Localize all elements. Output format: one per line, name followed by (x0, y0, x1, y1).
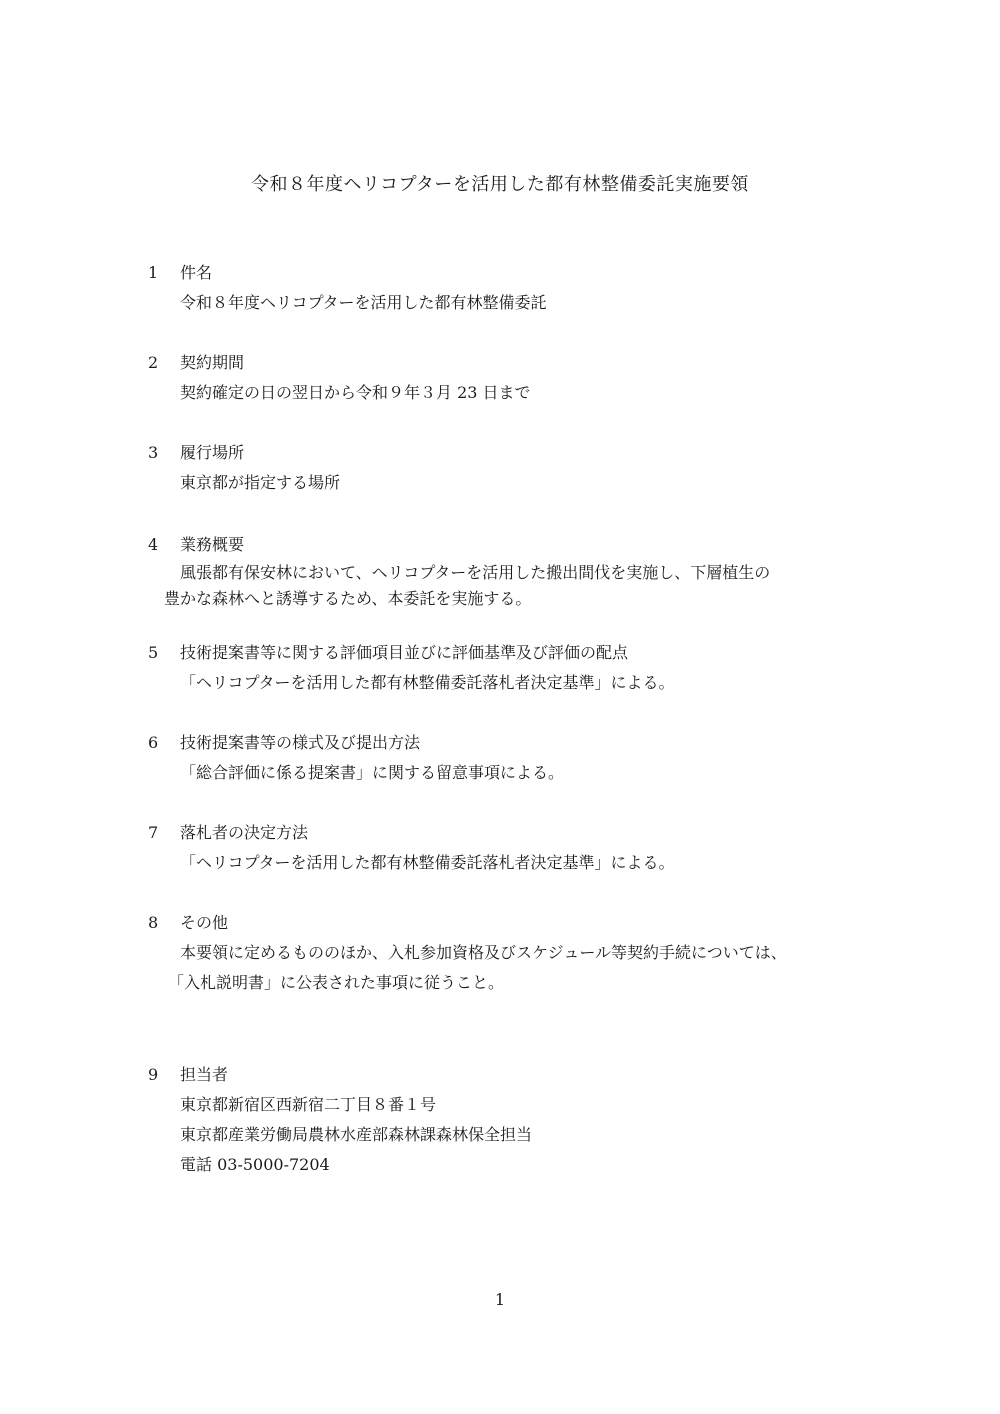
section-text: 本要領に定めるもののほか、入札参加資格及びスケジュール等契約手続については、 (180, 943, 787, 962)
section-label: 担当者 (180, 1065, 229, 1084)
section-body (148, 938, 868, 998)
section-8 (148, 908, 868, 998)
section-text: 東京都が指定する場所 (180, 473, 341, 492)
section-7 (148, 818, 868, 878)
contact-address: 東京都新宿区西新宿二丁目８番１号 (180, 1095, 437, 1114)
section-number: 8 (148, 913, 159, 932)
section-text: 「入札説明書」に公表された事項に従うこと。 (168, 973, 505, 992)
section-4 (148, 530, 868, 612)
section-text: 「ヘリコプターを活用した都有林整備委託落札者決定基準」による。 (180, 853, 675, 872)
section-number: 5 (148, 643, 159, 662)
section-text: 「総合評価に係る提案書」に関する留意事項による。 (180, 763, 565, 782)
section-body (148, 668, 868, 698)
section-heading (148, 908, 868, 938)
contact-phone: 電話 03-5000-7204 (180, 1155, 330, 1174)
section-label: 契約期間 (180, 353, 245, 372)
section-1 (148, 258, 868, 318)
section-number: 2 (148, 353, 159, 372)
section-9 (148, 1060, 868, 1180)
section-heading (148, 258, 868, 288)
section-text: 風張都有保安林において、ヘリコプターを活用した搬出間伐を実施し、下層植生の (180, 563, 771, 582)
section-2 (148, 348, 868, 408)
section-label: 履行場所 (180, 443, 245, 462)
section-label: 技術提案書等に関する評価項目並びに評価基準及び評価の配点 (180, 643, 629, 662)
section-heading (148, 530, 868, 560)
section-body (148, 758, 868, 788)
section-number: 1 (148, 263, 159, 282)
section-text: 豊かな森林へと誘導するため、本委託を実施する。 (164, 589, 532, 608)
section-heading (148, 728, 868, 758)
section-text: 令和８年度ヘリコプターを活用した都有林整備委託 (180, 293, 547, 312)
section-heading (148, 818, 868, 848)
section-3 (148, 438, 868, 498)
section-text: 「ヘリコプターを活用した都有林整備委託落札者決定基準」による。 (180, 673, 675, 692)
section-heading (148, 638, 868, 668)
section-body (148, 1090, 868, 1180)
section-number: 3 (148, 443, 159, 462)
section-6 (148, 728, 868, 788)
section-heading (148, 1060, 868, 1090)
section-heading (148, 438, 868, 468)
section-heading (148, 348, 868, 378)
section-number: 6 (148, 733, 159, 752)
section-text: 契約確定の日の翌日から令和９年３月 23 日まで (180, 383, 531, 402)
section-label: その他 (180, 913, 229, 932)
section-label: 業務概要 (180, 535, 245, 554)
section-5 (148, 638, 868, 698)
section-number: 7 (148, 823, 159, 842)
section-body (148, 288, 868, 318)
section-label: 件名 (180, 263, 213, 282)
section-body (148, 378, 868, 408)
section-body (148, 848, 868, 878)
section-body (148, 560, 868, 612)
contact-department: 東京都産業労働局農林水産部森林課森林保全担当 (180, 1125, 533, 1144)
page-number: 1 (494, 1290, 506, 1309)
section-label: 落札者の決定方法 (180, 823, 309, 842)
section-number: 9 (148, 1065, 159, 1084)
document-title: 令和８年度ヘリコプターを活用した都有林整備委託実施要領 (251, 174, 749, 195)
section-body (148, 468, 868, 498)
section-label: 技術提案書等の様式及び提出方法 (180, 733, 421, 752)
section-number: 4 (148, 535, 159, 554)
